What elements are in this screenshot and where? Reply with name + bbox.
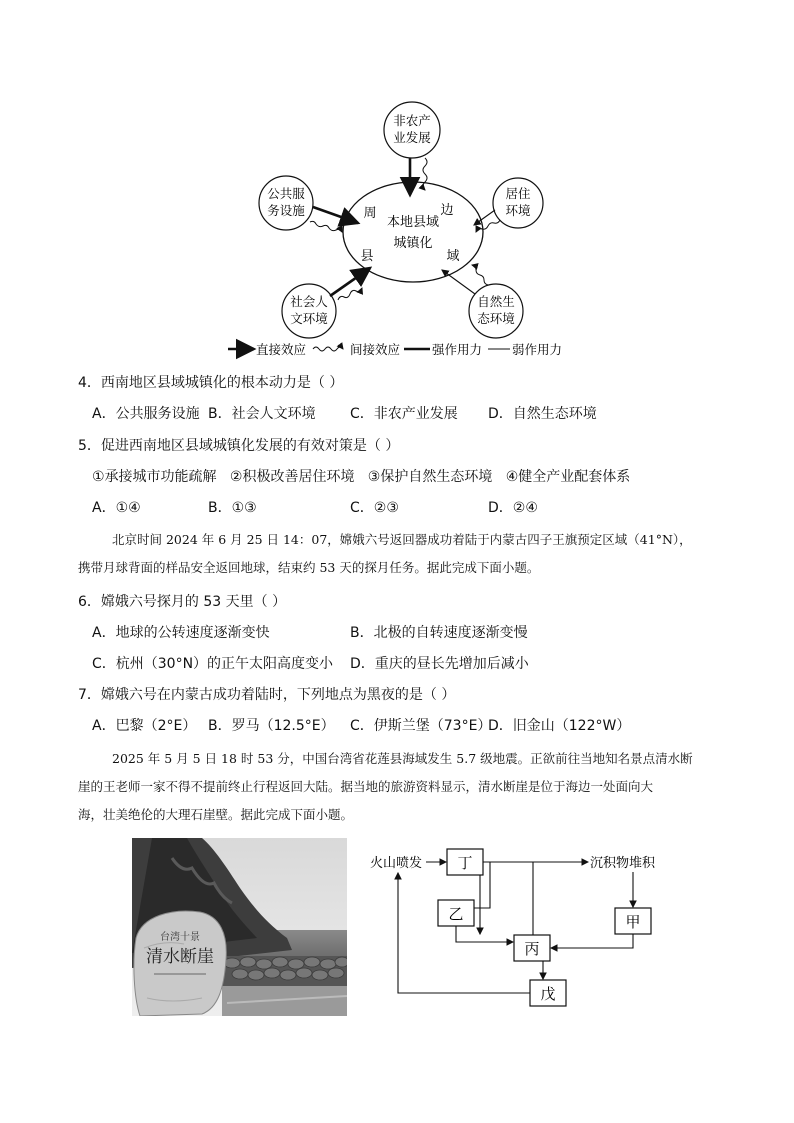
- arrow-public-indirect: [310, 221, 342, 232]
- center-label-2: 城镇化: [393, 236, 433, 251]
- box-yi-label: 乙: [448, 905, 464, 923]
- node-nonagri-label-1: 非农产: [393, 113, 431, 128]
- arrow-natural-direct: [442, 270, 475, 294]
- stone-inscription-1: 台湾十景: [160, 932, 200, 943]
- node-social-label-2: 文环境: [290, 311, 328, 326]
- arrow-social-direct: [330, 268, 370, 296]
- stone-inscription-2: 清水断崖: [146, 947, 214, 967]
- box-wu-label: 戊: [540, 985, 556, 1003]
- q6-option-b: B．北极的自转速度逐渐变慢: [350, 625, 528, 641]
- node-living-label-2: 环境: [505, 203, 531, 218]
- q7-stem: 7．嫦娥六号在内蒙古成功着陆时，下列地点为黑夜的是（ ）: [78, 687, 456, 703]
- center-ellipse: [343, 182, 483, 282]
- label-volcano: 火山喷发: [370, 856, 423, 871]
- q5-option-b: B．①③: [208, 500, 257, 516]
- q5-option-d: D．②④: [488, 500, 538, 516]
- rock-cycle-diagram: [368, 842, 668, 1012]
- box-jia-label: 甲: [625, 913, 641, 931]
- q7-option-a: A．巴黎（2°E）: [92, 718, 197, 734]
- q6-stem: 6．嫦娥六号探月的 53 天里（ ）: [78, 594, 287, 610]
- legend-indirect-symbol: [313, 347, 343, 351]
- passage-earthquake-line-1: 2025 年 5 月 5 日 18 时 53 分，中国台湾省花莲县海域发生 5.7 级地震。正欲前往当地知名景点清水断: [112, 751, 693, 766]
- arrow-social-indirect: [338, 288, 362, 300]
- q5-option-a: A．①④: [92, 500, 141, 516]
- q7-option-b: B．罗马（12.5°E）: [208, 718, 335, 734]
- q4-option-b: B．社会人文环境: [208, 406, 316, 422]
- passage-earthquake-line-2: 崖的王老师一家不得不提前终止行程返回大陆。据当地的旅游资料显示，清水断崖是位于海边一处面向大: [78, 779, 654, 794]
- q6-option-a: A．地球的公转速度逐渐变快: [92, 625, 270, 641]
- node-living-label-1: 居住: [505, 186, 531, 201]
- q5-statements: ①承接城市功能疏解 ②积极改善居住环境 ③保护自然生态环境 ④健全产业配套体系: [92, 469, 631, 485]
- box-ding-label: 丁: [457, 854, 473, 872]
- arrow-nonagri-indirect: [423, 158, 427, 190]
- ring-label-zhou: 周: [363, 206, 377, 221]
- q7-option-d: D．旧金山（122°W）: [488, 718, 631, 734]
- q5-option-c: C．②③: [350, 500, 399, 516]
- q6-option-d: D．重庆的昼长先增加后减小: [350, 656, 529, 672]
- q5-stem: 5．促进西南地区县域城镇化发展的有效对策是（ ）: [78, 438, 400, 454]
- legend-direct-label: 直接效应: [256, 342, 307, 357]
- node-nonagri-label-2: 业发展: [393, 130, 431, 145]
- arrow-living-indirect: [476, 220, 500, 232]
- box-bing-label: 丙: [524, 940, 540, 958]
- ring-label-yu: 域: [446, 249, 460, 264]
- qingshui-cliff-photo: [132, 838, 347, 1016]
- q6-option-c: C．杭州（30°N）的正午太阳高度变小: [92, 656, 334, 672]
- q4-option-c: C．非农产业发展: [350, 406, 458, 422]
- node-public-label-1: 公共服: [267, 186, 305, 201]
- legend-indirect-label: 间接效应: [350, 342, 401, 357]
- legend-weak-label: 弱作用力: [512, 342, 563, 357]
- passage-earthquake: [78, 745, 738, 829]
- q4-option-d: D．自然生态环境: [488, 406, 597, 422]
- q4-stem: 4．西南地区县域城镇化的根本动力是（ ）: [78, 375, 344, 391]
- passage-chang-e-line-2: 携带月球背面的样品安全返回地球，结束约 53 天的探月任务。据此完成下面小题。: [78, 560, 540, 575]
- node-public-label-2: 务设施: [267, 203, 305, 218]
- node-natural-label-1: 自然生: [477, 294, 515, 309]
- ring-label-xian: 县: [360, 249, 374, 264]
- urbanization-diagram: [220, 100, 580, 362]
- label-sediment: 沉积物堆积: [590, 856, 656, 871]
- passage-chang-e: [78, 526, 738, 582]
- node-natural-label-2: 态环境: [477, 311, 515, 326]
- node-social-label-1: 社会人: [290, 294, 328, 309]
- ring-label-bian: 边: [440, 203, 454, 218]
- legend-strong-label: 强作用力: [432, 342, 483, 357]
- q7-option-c: C．伊斯兰堡（73°E）: [350, 718, 492, 734]
- q4-option-a: A．公共服务设施: [92, 406, 200, 422]
- passage-chang-e-line-1: 北京时间 2024 年 6 月 25 日 14：07，嫦娥六号返回器成功着陆于内蒙古四子王旗预定区域（41°N），: [112, 532, 692, 547]
- arrow-natural-indirect: [472, 265, 488, 285]
- passage-earthquake-line-3: 海，壮美绝伦的大理石崖壁。据此完成下面小题。: [78, 807, 354, 822]
- center-label-1: 本地县域: [386, 215, 440, 230]
- arrow-public-direct: [313, 207, 358, 223]
